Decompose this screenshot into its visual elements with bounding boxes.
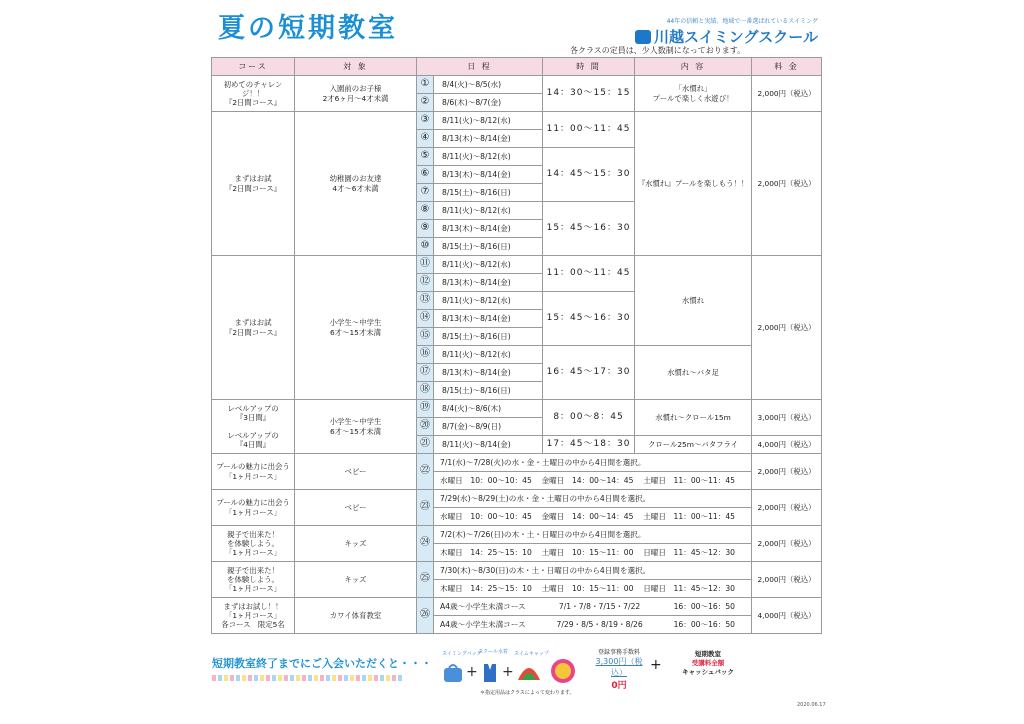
cashback-refund: 受講料全額 [691, 659, 725, 667]
cashback-label: キャッシュバック [682, 668, 734, 676]
reg-fee-title: 登録事務手数料 [597, 649, 640, 656]
target-cell: カワイ体育教室 [295, 598, 417, 634]
cashback-block [670, 649, 746, 676]
row-date: 8/11(火)～8/12(水) [434, 346, 543, 364]
swim-cap-icon [516, 662, 542, 682]
target-cell: 小学生～中学生 6才～15才未満 [295, 256, 417, 400]
row-date: 8/15(土)～8/16(日) [434, 238, 543, 256]
goods-label-bag: スイミングバッグ [442, 651, 482, 657]
row-number: ① [417, 76, 434, 94]
monthly-period: 7/1(水)～7/28(火)の水・金・土曜日の中から4日間を選択。 [434, 454, 752, 472]
content-cell: 「水慣れ」 プールで楽しく水遊び！ [635, 76, 752, 112]
time-cell: 17：45～18：30 [543, 436, 635, 454]
monthly-period: 7/30(木)～8/30(日)の木・土・日曜日の中から4日間を選択。 [434, 562, 752, 580]
time-cell: 16：45～17：30 [543, 346, 635, 400]
footer-lead-block [212, 655, 432, 681]
fee-cell: 2,000円（税込） [752, 76, 822, 112]
row-number: ⑤ [417, 148, 434, 166]
row-date: 8/13(木)～8/14(金) [434, 220, 543, 238]
row-date: 8/13(木)～8/14(金) [434, 310, 543, 328]
row-date: 8/4(火)～8/6(木) [434, 400, 543, 418]
fee-cell: 2,000円（税込） [752, 112, 822, 256]
decorative-dots [212, 675, 402, 681]
fee-cell: 2,000円（税込） [752, 490, 822, 526]
course-cell: プールの魅力に出会う 「1ヶ月コース」 [212, 454, 295, 490]
time-cell: 14：45～15：30 [543, 148, 635, 202]
time-cell: 11：00～11：45 [543, 112, 635, 148]
fee-cell: 4,000円（税込） [752, 598, 822, 634]
date-stamp: 2020.06.17 [797, 702, 826, 708]
brand-logo-icon [635, 30, 651, 44]
table-row [212, 562, 822, 580]
target-cell: ベビー [295, 490, 417, 526]
monthly-times: 木曜日 14：25～15：10 土曜日 10：15～11：00 日曜日 11：45～12：30 [434, 580, 752, 598]
row-number: ㉕ [417, 562, 434, 598]
kawai-line: A4歳～小学生未満コース 7/29・8/5・8/19・8/26 16：00～16：50 [434, 616, 752, 634]
monthly-times: 水曜日 10：00～10：45 金曜日 14：00～14：45 土曜日 11：00～11：45 [434, 472, 752, 490]
row-date: 8/13(木)～8/14(金) [434, 274, 543, 292]
fee-cell: 2,000円（税込） [752, 526, 822, 562]
target-cell: キッズ [295, 526, 417, 562]
course-cell: まずはお試し！！ 「1ヶ月コース」 各コース 限定5名 [212, 598, 295, 634]
cashback-title: 短期教室 [695, 650, 721, 658]
row-date: 8/13(木)～8/14(金) [434, 130, 543, 148]
brand-name-row [635, 26, 818, 47]
table-row [212, 454, 822, 472]
content-cell: 水慣れ～クロール15m [635, 400, 752, 436]
header-target: 対 象 [295, 58, 417, 76]
table-header-row [212, 58, 822, 76]
row-number: ⑭ [417, 310, 434, 328]
row-number: ⑧ [417, 202, 434, 220]
brand-name: 川越スイミングスクール [654, 28, 818, 46]
table-row [212, 490, 822, 508]
row-date: 8/11(火)～8/12(水) [434, 112, 543, 130]
time-cell: 8：00～8：45 [543, 400, 635, 436]
target-cell: 幼稚園のお友達 4才～6才未満 [295, 112, 417, 256]
time-cell: 15：45～16：30 [543, 202, 635, 256]
course-cell: レベルアップの 『3日間』 レベルアップの 『4日間』 [212, 400, 295, 454]
table-row [212, 526, 822, 544]
table-row [212, 598, 822, 616]
row-number: ㉖ [417, 598, 434, 634]
row-number: ㉑ [417, 436, 434, 454]
header-course: コース [212, 58, 295, 76]
row-number: ⑳ [417, 418, 434, 436]
row-date: 8/11(火)～8/14(金) [434, 436, 543, 454]
swimsuit-icon [480, 662, 500, 684]
reg-fee-price: 3,300円（税込） [595, 657, 643, 677]
row-number: ⑪ [417, 256, 434, 274]
monthly-times: 水曜日 10：00～10：45 金曜日 14：00～14：45 土曜日 11：00～11：45 [434, 508, 752, 526]
header-content: 内 容 [635, 58, 752, 76]
fee-cell: 3,000円（税込） [752, 400, 822, 436]
row-number: ㉔ [417, 526, 434, 562]
course-cell: まずはお試 『2日間コース』 [212, 112, 295, 256]
row-date: 8/11(火)～8/12(水) [434, 292, 543, 310]
row-number: ⑲ [417, 400, 434, 418]
swim-bag-icon [442, 662, 464, 684]
row-date: 8/15(土)～8/16(日) [434, 184, 543, 202]
course-cell: 初めてのチャレンジ！！ 『2日間コース』 [212, 76, 295, 112]
brand-block [635, 16, 818, 47]
monthly-period: 7/29(水)～8/29(土)の水・金・土曜日の中から4日間を選択。 [434, 490, 752, 508]
goods-label-cap: スイムキャップ [514, 651, 549, 657]
fee-cell: 4,000円（税込） [752, 436, 822, 454]
page-title: 夏の短期教室 [218, 13, 398, 44]
row-number: ⑱ [417, 382, 434, 400]
row-date: 8/11(火)～8/12(水) [434, 202, 543, 220]
row-number: ③ [417, 112, 434, 130]
course-cell: 親子で出来た！ を体験しよう。 「1ヶ月コース」 [212, 562, 295, 598]
target-cell: キッズ [295, 562, 417, 598]
fee-cell: 2,000円（税込） [752, 256, 822, 400]
table-row [212, 76, 822, 94]
time-cell: 11：00～11：45 [543, 256, 635, 292]
row-number: ⑰ [417, 364, 434, 382]
reg-fee-zero: 0円 [611, 681, 627, 691]
table-row [212, 256, 822, 274]
course-cell: まずはお試 『2日間コース』 [212, 256, 295, 400]
row-number: ④ [417, 130, 434, 148]
schedule-table [211, 57, 822, 634]
row-date: 8/6(木)～8/7(金) [434, 94, 543, 112]
fee-cell: 2,000円（税込） [752, 454, 822, 490]
header-fee: 料 金 [752, 58, 822, 76]
row-number: ⑫ [417, 274, 434, 292]
registration-fee [590, 647, 648, 691]
target-cell: 小学生～中学生 6才～15才未満 [295, 400, 417, 454]
table-row [212, 400, 822, 418]
row-date: 8/15(土)～8/16(日) [434, 328, 543, 346]
row-number: ⑯ [417, 346, 434, 364]
row-number: ㉒ [417, 454, 434, 490]
target-cell: ベビー [295, 454, 417, 490]
row-number: ② [417, 94, 434, 112]
header-schedule: 日 程 [417, 58, 543, 76]
row-number: ⑮ [417, 328, 434, 346]
row-number: ⑬ [417, 292, 434, 310]
row-number: ⑨ [417, 220, 434, 238]
footer-lead: 短期教室終了までにご入会いただくと・・・ [212, 657, 432, 670]
plus-icon: + [466, 664, 478, 680]
content-cell: クロール25m～バタフライ [635, 436, 752, 454]
brand-tagline: 44年の信頼と実績。地域で一番選ばれているスイミング [666, 18, 818, 25]
target-cell: 入園前のお子様 2才6ヶ月～4才未満 [295, 76, 417, 112]
course-cell: プールの魅力に出会う 「1ヶ月コース」 [212, 490, 295, 526]
time-cell: 15：45～16：30 [543, 292, 635, 346]
fee-cell: 2,000円（税込） [752, 562, 822, 598]
row-number: ⑦ [417, 184, 434, 202]
row-date: 8/13(木)～8/14(金) [434, 166, 543, 184]
plus-icon: + [502, 664, 514, 680]
row-number: ㉓ [417, 490, 434, 526]
header-time: 時 間 [543, 58, 635, 76]
plus-icon: + [650, 657, 662, 673]
row-number: ⑩ [417, 238, 434, 256]
row-date: 8/4(火)～8/5(水) [434, 76, 543, 94]
content-cell: 水慣れ～バタ足 [635, 346, 752, 400]
row-date: 8/13(木)～8/14(金) [434, 364, 543, 382]
goods-label-suit: スクール水着 [478, 649, 508, 655]
monthly-period: 7/2(木)～7/26(日)の木・土・日曜日の中から4日間を選択。 [434, 526, 752, 544]
course-cell: 親子で出来た！ を体験しよう。 「1ヶ月コース」 [212, 526, 295, 562]
content-cell: 水慣れ [635, 256, 752, 346]
time-cell: 14：30～15：15 [543, 76, 635, 112]
monthly-times: 木曜日 14：25～15：10 土曜日 10：15～11：00 日曜日 11：45～12：30 [434, 544, 752, 562]
content-cell: 『水慣れ』プールを楽しもう！！ [635, 112, 752, 256]
badge-icon [548, 658, 578, 684]
row-date: 8/11(火)～8/12(水) [434, 256, 543, 274]
row-number: ⑥ [417, 166, 434, 184]
table-row [212, 112, 822, 130]
membership-goods [440, 650, 590, 690]
row-date: 8/11(火)～8/12(水) [434, 148, 543, 166]
kawai-line: A4歳～小学生未満コース 7/1・7/8・7/15・7/22 16：00～16：50 [434, 598, 752, 616]
row-date: 8/15(土)～8/16(日) [434, 382, 543, 400]
capacity-note: 各クラスの定員は、少人数制になっております。 [570, 46, 746, 55]
row-date: 8/7(金)～8/9(日) [434, 418, 543, 436]
goods-remark: ＊指定用品はクラスによって変わります。 [480, 690, 575, 696]
